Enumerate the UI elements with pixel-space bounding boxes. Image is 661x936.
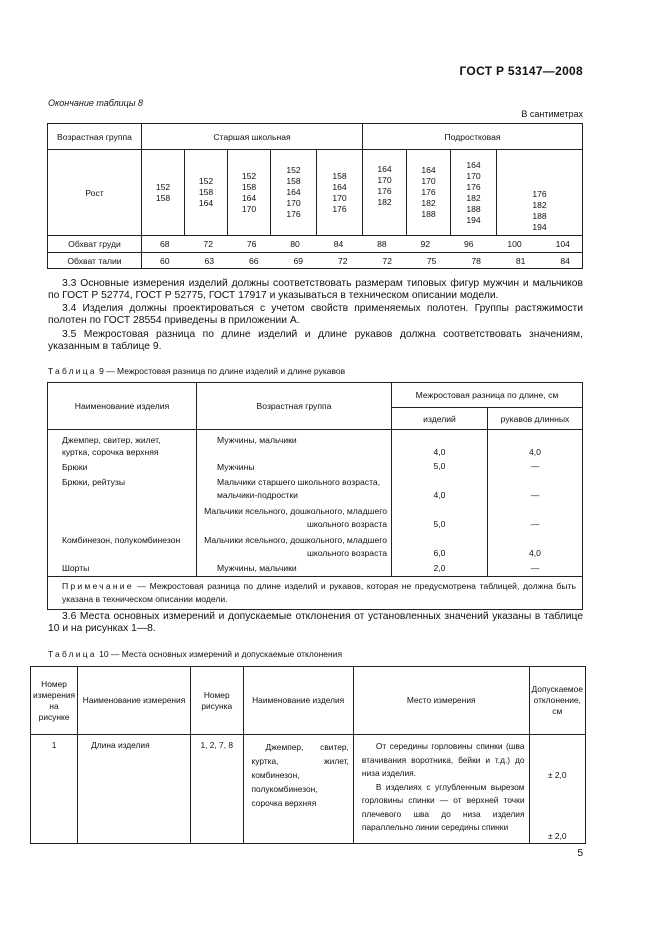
paragraph-3-6: 3.6 Места основных измерений и допускаемые отклонения от установленных значений указаны в таблице 10 и на рисунках 1—8. <box>48 611 583 635</box>
paragraph-3-5: 3.5 Межростовая разница по длине изделий и длине рукавов должна соответствовать значениям, указанным в таблице 9. <box>48 329 583 353</box>
table-row: Брюки, рейтузы Мальчики старшего школьного возраста, мальчики-подростки 4,0 — <box>48 473 583 502</box>
col-diff-header: Межростовая разница по длине, см <box>392 383 583 408</box>
col-place-header: Место измерения <box>353 667 529 735</box>
height-cell: 164 170 176 182 188 <box>407 150 451 236</box>
paragraph-3-3: 3.3 Основные измерения изделий должны соответствовать размерам типовых фигур мужчин и мальчиков по ГОСТ Р 52774, ГОСТ Р 52775, ГОСТ 17917 и указываться в техническом описании модели. <box>48 278 583 302</box>
page-number: 5 <box>577 848 583 859</box>
col-sleeves-header: рукавов длинных <box>488 408 583 430</box>
table-10-caption: Таблица 10 — Места основных измерений и допускаемые отклонения <box>48 649 343 659</box>
col-age-header: Возрастная группа <box>197 383 392 430</box>
table-8 <box>47 123 583 269</box>
table-row: Брюки Мужчины 5,0 — <box>48 458 583 473</box>
col-item-header: Наименование изделия <box>243 667 353 735</box>
table-9-note: Примечание — Межростовая разница по длине изделий и рукавов, которая не предусмотрена таблицей, должна быть указана в техническом описании модели. <box>48 577 583 610</box>
document-id: ГОСТ Р 53147—2008 <box>459 64 583 78</box>
chest-values: 68 72 76 80 84 88 92 96 100 104 <box>142 236 583 253</box>
height-cell: 152 158 164 <box>185 150 228 236</box>
col-name-header: Наименование изделия <box>48 383 197 430</box>
col-measure-header: Наименование измерения <box>78 667 191 735</box>
height-cell: 152 158 164 170 176 <box>271 150 317 236</box>
table-10 <box>30 666 586 844</box>
paragraph-3-4: 3.4 Изделия должны проектироваться с учетом свойств применяемых полотен. Группы растяжимости полотен по ГОСТ 28554 приведены в приложении А. <box>48 303 583 327</box>
table-row: Комбинезон, полукомбинезон Мальчики ясельного, дошкольного, младшего школьного возраста 6,0 4,0 <box>48 531 583 560</box>
tolerance-value-1: ± 2,0 <box>547 770 567 780</box>
height-cell: 164 170 176 182 188 194 <box>451 150 497 236</box>
table-row: 1 Длина изделия 1, 2, 7, 8 Джемпер, свитер, куртка, жилет, комбинезон, полукомбинезон, сорочка верхняя От середины горловины спинки (шва втачивания воротника, бейки и т.д.) до низа изделия. В изделиях с углубленным вырезом горловины спинки — от верхней точки плечевого шва до низа изделия параллельно линии середины спинки ± 2,0 ± 2,0 <box>31 735 586 844</box>
place-text-1: От середины горловины спинки (шва втачивания воротника, бейки и т.д.) до низа изделия. <box>361 741 525 778</box>
teen-group-header: Подростковая <box>363 124 583 150</box>
table-row: Джемпер, свитер, жилет, куртка, сорочка верхняя Мужчины, мальчики 4,0 4,0 <box>48 430 583 459</box>
waist-values: 60 63 66 69 72 72 75 78 81 84 <box>142 253 583 269</box>
col-number-header: Номер измерения на рисунке <box>31 667 78 735</box>
height-cell: 152 158 <box>142 150 185 236</box>
waist-label: Обхват талии <box>48 253 142 269</box>
table-row: Шорты Мужчины, мальчики 2,0 — <box>48 560 583 577</box>
place-text-2: В изделиях с углубленным вырезом горловины спинки — от верхней точки плечевого шва до низа изделия параллельно линии середины спинки <box>361 781 525 832</box>
table-9 <box>47 382 583 610</box>
chest-label: Обхват груди <box>48 236 142 253</box>
table-row: Мальчики ясельного, дошкольного, младшего школьного возраста 5,0 — <box>48 502 583 531</box>
height-label: Рост <box>48 150 142 236</box>
units-label: В сантиметрах <box>521 109 583 119</box>
height-cell: 152 158 164 170 <box>228 150 271 236</box>
col-tolerance-header: Допускаемое отклонение, см <box>529 667 585 735</box>
col-figure-header: Номер рисунка <box>190 667 243 735</box>
age-group-header: Возрастная группа <box>48 124 142 150</box>
height-cell: 158 164 170 176 <box>317 150 363 236</box>
height-cell: 176 182 188 194 <box>497 150 583 236</box>
col-items-header: изделий <box>392 408 488 430</box>
table-9-caption: Таблица 9 — Межростовая разница по длине изделий и длине рукавов <box>48 366 346 376</box>
table-continuation-label: Окончание таблицы 8 <box>48 98 143 108</box>
tolerance-value-2: ± 2,0 <box>547 831 567 841</box>
senior-group-header: Старшая школьная <box>142 124 363 150</box>
height-cell: 164 170 176 182 <box>363 150 407 236</box>
